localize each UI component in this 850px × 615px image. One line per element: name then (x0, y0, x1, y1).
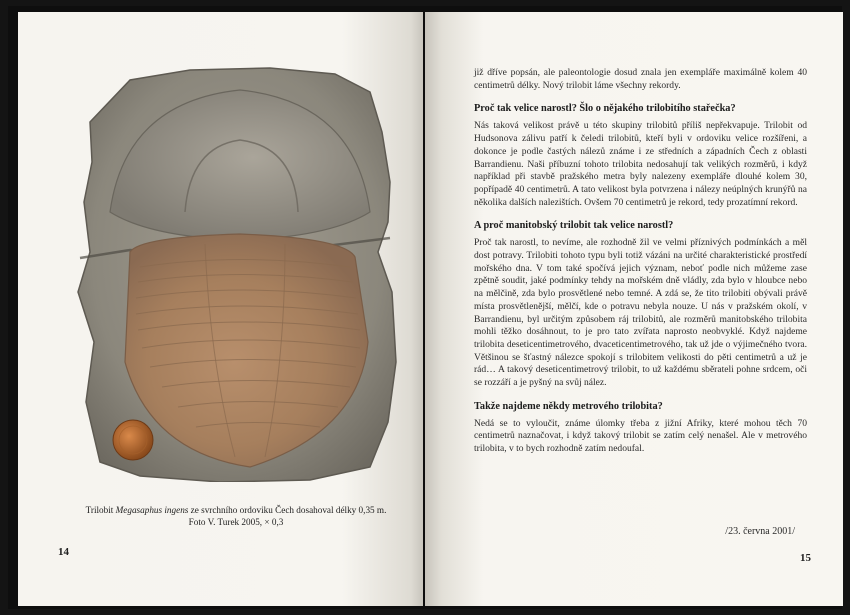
trilobite-fossil-photo (70, 62, 400, 482)
section-heading-2: A proč manitobský trilobit tak velice narostl? (474, 220, 674, 232)
article-body (474, 67, 807, 456)
fossil-image (70, 62, 400, 482)
section-paragraph-1: Nás taková velikost právě u této skupiny trilobitů příliš nepřekvapuje. Trilobit od Hudsonova zálivu patří k čeledi trilobitů, kteří byli v ordoviku velice rozšířeni, a dokonce je podle častých nálezů známe i ze středních a západních Čech z oblasti Barrandienu. Naši příbuzní tohoto trilobita nedosahují tak velikých rozměrů, i když například při stavbě pražského metra byly nalezeny exempláře dlouhé kolem 30, popřípadě 40 centimetrů. A tato velikost byla potvrzena i nálezy neúplných krunýřů na několika dalších nalezištích. Ovšem 70 centimetrů je rekord, tedy prozatímní rekord. (474, 120, 807, 208)
section-heading-3: Takže najdeme někdy metrového trilobita? (474, 400, 663, 412)
open-book (8, 6, 842, 609)
article-date: /23. června 2001/ (725, 526, 795, 537)
left-page (18, 12, 423, 606)
caption-rest: ze svrchního ordoviku Čech dosahoval délky 0,35 m. (188, 505, 387, 515)
section-paragraph-2: Proč tak narostl, to nevíme, ale rozhodně žil ve velmi příznivých podmínkách a měl dost potravy. Trilobiti tohoto typu byli totiž vázáni na určité charakteristické prostředí mořského dna. V tom také spočívá jejich význam, neboť podle nich můžeme zase zpětně soudit, jaké podmínky tehdy na mořském dně vládly, zda bylo v hloubce nebo na mělčině, zda bylo prosvětlené nebo temné. A zdá se, že tito trilobiti obývali právě místa prosvětlenější, mělčí, kde o potravu nebyla nouze. U nás v pražském okolí, v Barrandienu, byl určitým způsobem ráj trilobitů, ale rozměrů manitobského trilobita mohli těžko dosáhnout, to je pro tato zvířata naprosto neobvyklé. Když najdeme trilobita deseticentimetrového, dvaceticentimetrového, tak už jde o výjimečného tvora. Většinou se šťastný nálezce spokojí s trilobitem velikosti do pěti centimetrů a už je rád… A takový deseticentimetrový trilobit, to už každému sběrateli pohne srdcem, oči se rozzáří a je pyšný na svůj nález. (474, 237, 807, 389)
right-page (425, 12, 843, 606)
section-heading-1: Proč tak velice narostl? Šlo o nějakého trilobitího stařečka? (474, 103, 736, 115)
page-number-left: 14 (58, 546, 69, 558)
intro-paragraph: již dříve popsán, ale paleontologie dosud znala jen exempláře maximálně kolem 40 centimetrů délky. Nový trilobit láme všechny rekordy. (474, 67, 807, 91)
caption-credit: Foto V. Turek 2005, × 0,3 (188, 517, 284, 527)
photo-caption (66, 504, 406, 528)
section-paragraph-3: Nedá se to vyloučit, známe úlomky třeba z jižní Afriky, které mohou těch 70 centimetrů naznačovat, i když takový trilobit se zatím celý nenašel. Ale v metrového trilobita, v to bych rozhodně zatím nedoufal. (474, 417, 807, 455)
caption-species: Megasaphus ingens (115, 505, 189, 515)
caption-prefix: Trilobit (85, 505, 116, 515)
page-number-right: 15 (800, 552, 811, 564)
